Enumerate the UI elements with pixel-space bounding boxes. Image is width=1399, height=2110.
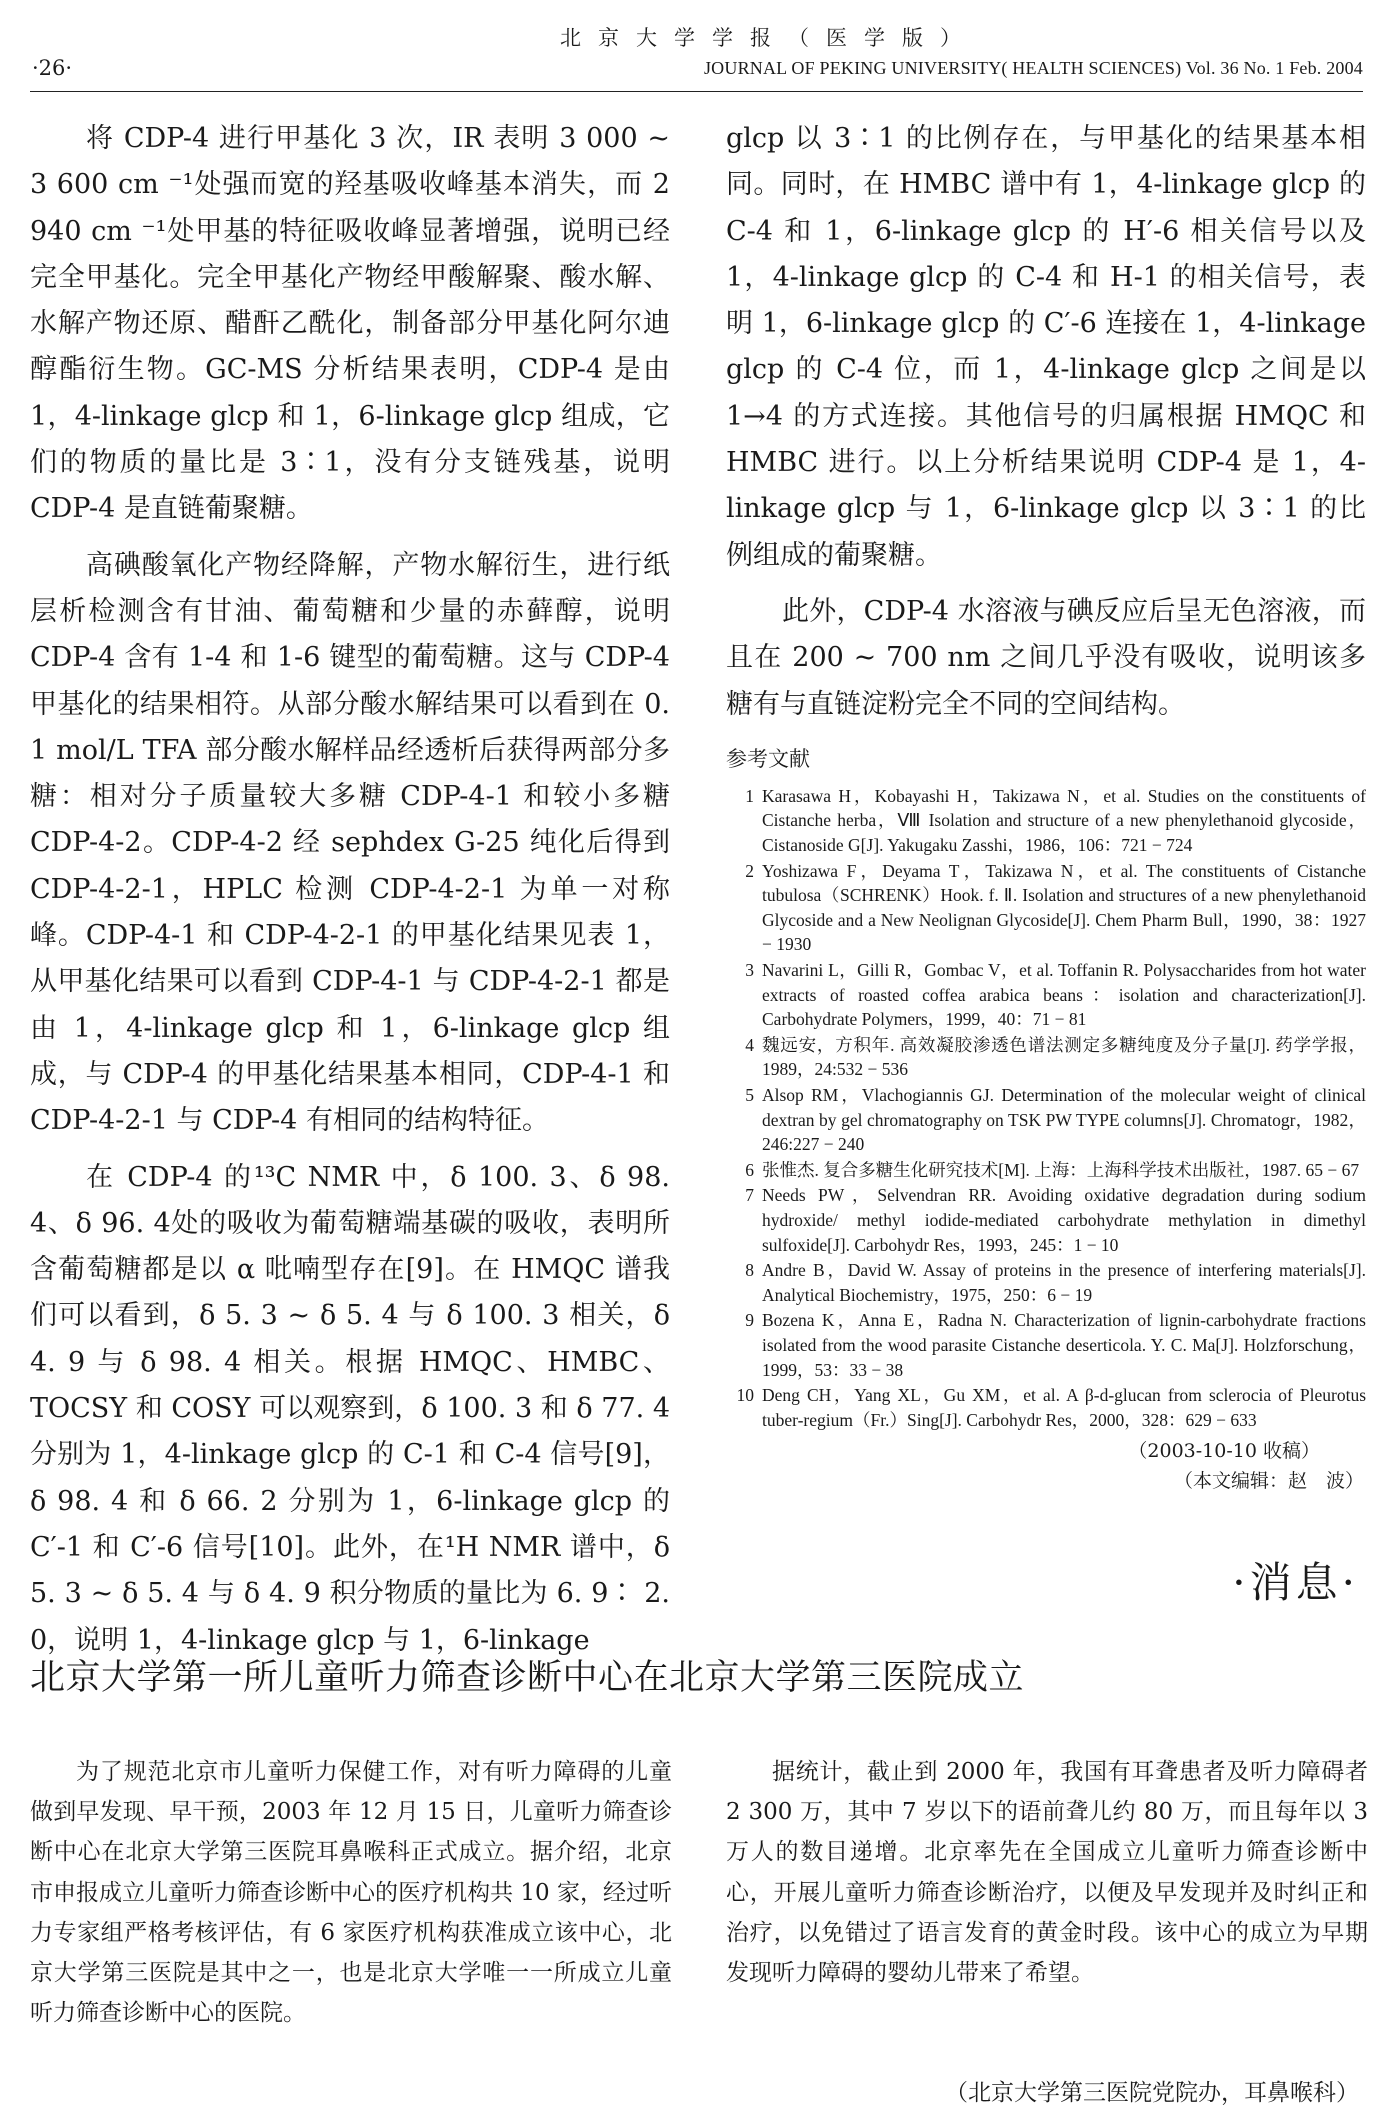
reference-item (726, 1258, 1366, 1307)
reference-number: 6 (745, 1159, 754, 1180)
body-paragraph: 高碘酸氧化产物经降解，产物水解衍生，进行纸层析检测含有甘油、葡萄糖和少量的赤藓醇，说明 CDP-4 含有 1-4 和 1-6 键型的葡萄糖。这与 CDP-4 甲基化的结果相符。从部分酸水解结果可以看到在 0. 1 mol/L TFA 部分酸水解样品经透析后获得两部分多糖：相对分子质量较大多糖 CDP-4-1 和较小多糖 CDP-4-2。CDP-4-2 经 sephdex G-25 纯化后得到 CDP-4-2-1，HPLC 检测 CDP-4-2-1 为单一对称峰。CDP-4-1 和 CDP-4-2-1 的甲基化结果见表 1，从甲基化结果可以看到 CDP-4-1 与 CDP-4-2-1 都是由 1，4-linkage glcp 和 1，6-linkage glcp 组成，与 CDP-4 的甲基化结果基本相同，CDP-4-1 和 CDP-4-2-1 与 CDP-4 有相同的结构特征。 (30, 549, 670, 1137)
news-left-column (30, 1752, 672, 2033)
reference-text: Karasawa H，Kobayashi H，Takizawa N，et al. Studies on the constituents of Cistanche herba，Ⅷ Isolation and structure of a new phenylethanoid glycoside，Cistanoside G[J]. Yakugaku Zasshi，1986，106：721 − 724 (762, 785, 1366, 856)
reference-item (726, 1083, 1366, 1157)
news-right-column (726, 1752, 1368, 1993)
reference-text: Needs PW，Selvendran RR. Avoiding oxidative degradation during sodium hydroxide/ methyl iodide-mediated carbohydrate methylation in dimethyl sulfoxide[J]. Carbohydr Res，1993，245：1 − 10 (762, 1185, 1366, 1255)
reference-text: Bozena K，Anna E，Radna N. Characterization of lignin-carbohydrate fractions isolated from the wood parasite Cistanche deserticola. Y. C. Ma[J]. Holzforschung，1999，53：33 − 38 (762, 1310, 1366, 1380)
reference-number: 4 (745, 1034, 754, 1055)
news-paragraph: 为了规范北京市儿童听力保健工作，对有听力障碍的儿童做到早发现、早干预，2003 年 12 月 15 日，儿童听力筛查诊断中心在北京大学第三医院耳鼻喉科正式成立。据介绍，北京市申报成立儿童听力筛查诊断中心的医疗机构共 10 家，经过听力专家组严格考核评估，有 6 家医疗机构获准成立该中心，北京大学第三医院是其中之一，也是北京大学唯一一所成立儿童听力筛查诊断中心的医院。 (30, 1759, 672, 2027)
header-rule (30, 91, 1363, 92)
reference-number: 7 (745, 1185, 754, 1206)
reference-text: Alsop RM，Vlachogiannis GJ. Determination of the molecular weight of clinical dextran by gel chromatography on TSK PW TYPE columns[J]. Chromatogr，1982，246:227 − 240 (762, 1084, 1366, 1155)
reference-list (726, 784, 1366, 1432)
body-paragraph: glcp 以 3∶1 的比例存在，与甲基化的结果基本相同。同时，在 HMBC 谱中有 1，4-linkage glcp 的 C-4 和 1，6-linkage glcp 的 H′-6 相关信号以及 1，4-linkage glcp 的 C-4 和 H-1 的相关信号，表明 1，6-linkage glcp 的 C′-6 连接在 1，4-linkage glcp 的 C-4 位，而 1，4-linkage glcp 之间是以 1→4 的方式连接。其他信号的归属根据 HMQC 和 HMBC 进行。以上分析结果说明 CDP-4 是 1，4-linkage glcp 与 1，6-linkage glcp 以 3∶1 的比例组成的葡聚糖。 (726, 123, 1366, 571)
reference-text: Andre B，David W. Assay of proteins in the presence of interfering materials[J]. Analytical Biochemistry，1975，250：6 − 19 (762, 1260, 1366, 1305)
reference-item (726, 1308, 1366, 1382)
reference-number: 9 (745, 1310, 754, 1331)
journal-citation-line: JOURNAL OF PEKING UNIVERSITY( HEALTH SCIENCES) Vol. 36 No. 1 Feb. 2004 (703, 58, 1363, 78)
reference-number: 3 (745, 960, 754, 981)
reference-text: 魏远安，方积年. 高效凝胶渗透色谱法测定多糖纯度及分子量[J]. 药学学报，1989，24:532 − 536 (762, 1034, 1366, 1080)
page-number: ·26· (32, 56, 73, 80)
editor-credit: （本文编辑：赵 波） (1173, 1470, 1364, 1493)
reference-number: 2 (745, 860, 754, 881)
reference-item (726, 859, 1366, 957)
reference-number: 5 (745, 1084, 754, 1105)
received-date: （2003-10-10 收稿） (1128, 1440, 1320, 1463)
reference-number: 8 (745, 1260, 754, 1281)
reference-text: Deng CH，Yang XL，Gu XM，et al. A β-d-glucan from sclerocia of Pleurotus tuber-regium（Fr.）Sing[J]. Carbohydr Res，2000，328：629 − 633 (762, 1385, 1366, 1430)
reference-item (726, 784, 1366, 858)
reference-item (726, 1183, 1366, 1257)
journal-title-header: 北京大学学报（医学版） (560, 26, 978, 50)
article-right-column (726, 116, 1366, 1496)
reference-number: 1 (745, 785, 754, 806)
reference-number: 10 (736, 1385, 754, 1406)
references-heading: 参考文献 (726, 746, 810, 771)
body-paragraph: 将 CDP-4 进行甲基化 3 次，IR 表明 3 000 ~ 3 600 cm ⁻¹处强而宽的羟基吸收峰基本消失，而 2 940 cm ⁻¹处甲基的特征吸收峰显著增强，说明已经完全甲基化。完全甲基化产物经甲酸解聚、酸水解、水解产物还原、醋酐乙酰化，制备部分甲基化阿尔迪醇酯衍生物。GC-MS 分析结果表明，CDP-4 是由 1，4-linkage glcp 和 1，6-linkage glcp 组成，它们的物质的量比是 3∶1，没有分支链残基，说明 CDP-4 是直链葡聚糖。 (30, 123, 670, 525)
news-section-label: ·消息· (1232, 1558, 1359, 1607)
reference-item (726, 958, 1366, 1032)
news-headline: 北京大学第一所儿童听力筛查诊断中心在北京大学第三医院成立 (30, 1658, 1025, 1698)
reference-item (726, 1158, 1366, 1183)
body-paragraph: 在 CDP-4 的¹³C NMR 中，δ 100. 3、δ 98. 4、δ 96. 4处的吸收为葡萄糖端基碳的吸收，表明所含葡萄糖都是以 α 吡喃型存在[9]。在 HMQC 谱我们可以看到，δ 5. 3 ~ δ 5. 4 与 δ 100. 3 相关，δ 4. 9 与 δ 98. 4 相关。根据 HMQC、HMBC、TOCSY 和 COSY 可以观察到，δ 100. 3 和 δ 77. 4 分别为 1，4-linkage glcp 的 C-1 和 C-4 信号[9]，δ 98. 4 和 δ 66. 2 分别为 1，6-linkage glcp 的 C′-1 和 C′-6 信号[10]。此外，在¹H NMR 谱中，δ 5. 3 ~ δ 5. 4 与 δ 4. 9 积分物质的量比为 6. 9∶ 2. 0，说明 1，4-linkage glcp 与 1，6-linkage (30, 1161, 670, 1656)
reference-item (726, 1383, 1366, 1432)
reference-text: Navarini L，Gilli R，Gombac V，et al. Toffanin R. Polysaccharides from hot water extracts of roasted coffea arabica beans：isolation and characterization[J]. Carbohydrate Polymers，1999，40：71 − 81 (762, 960, 1366, 1030)
article-left-column (30, 116, 670, 1664)
reference-item (726, 1033, 1366, 1082)
news-paragraph: 据统计，截止到 2000 年，我国有耳聋患者及听力障碍者 2 300 万，其中 7 岁以下的语前聋儿约 80 万，而且每年以 3 万人的数目递增。北京率先在全国成立儿童听力筛查诊断中心，开展儿童听力筛查诊断治疗，以便及早发现并及时纠正和治疗，以免错过了语言发育的黄金时段。该中心的成立为早期发现听力障碍的婴幼儿带来了希望。 (726, 1759, 1368, 1987)
reference-text: 张惟杰. 复合多糖生化研究技术[M]. 上海：上海科学技术出版社，1987. 65 − 67 (762, 1159, 1360, 1180)
body-paragraph: 此外，CDP-4 水溶液与碘反应后呈无色溶液，而且在 200 ~ 700 nm 之间几乎没有吸收，说明该多糖有与直链淀粉完全不同的空间结构。 (726, 595, 1366, 720)
news-source: （北京大学第三医院党院办，耳鼻喉科） (945, 2080, 1359, 2106)
reference-text: Yoshizawa F，Deyama T，Takizawa N，et al. The constituents of Cistanche tubulosa（SCHRENK）Hook. f. Ⅱ. Isolation and structures of a new phenylethanoid Glycoside and a New Neolignan Glycoside[J]. Chem Pharm Bull，1990，38：1927 − 1930 (762, 860, 1366, 955)
